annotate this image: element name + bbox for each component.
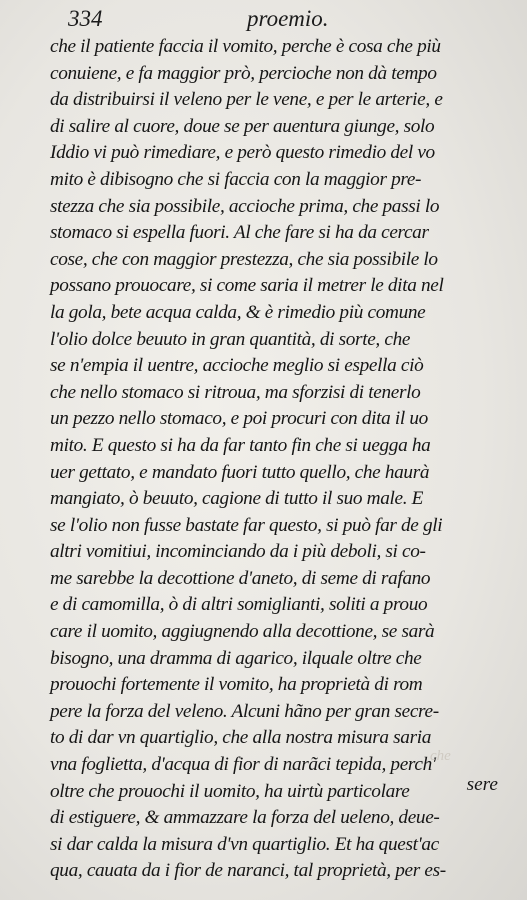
text-line: di salire al cuore, doue se per auentura giunge, solo: [50, 115, 435, 137]
text-line: cose, che con maggior prestezza, che sia possibile lo: [50, 248, 438, 270]
text-line: l'olio dolce beuuto in gran quantità, di sorte, che: [50, 328, 411, 350]
text-line: si dar calda la misura d'vn quartiglio. Et ha quest'ac: [50, 833, 439, 855]
text-line: se n'empia il uentre, accioche meglio si espella ciò: [50, 355, 424, 377]
text-line: to di dar vn quartiglio, che alla nostra misura saria: [50, 727, 432, 749]
running-title: proemio.: [247, 6, 329, 31]
text-line: care il uomito, aggiugnendo alla decottione, se sarà: [50, 621, 435, 643]
text-line: uer gettato, e mandato fuori tutto quello, che haurà: [50, 461, 430, 483]
text-line: Iddio vi può rimediare, e però questo rimedio del vo: [50, 142, 435, 164]
text-line: mito. E questo si ha da far tanto fin che si uegga ha: [50, 434, 431, 456]
catchword: sere: [466, 774, 498, 795]
text-line: pere la forza del veleno. Alcuni hãno per gran secre-: [50, 700, 439, 722]
text-line: la gola, bete acqua calda, & è rimedio più comune: [50, 301, 426, 323]
text-line: e di camomilla, ò di altri somiglianti, soliti a prouo: [50, 594, 428, 616]
text-line: mito è dibisogno che si faccia con la maggior pre-: [50, 168, 422, 190]
catchword-row: [50, 772, 498, 798]
text-line: oltre che prouochi il uomito, ha uirtù particolare: [50, 780, 410, 802]
text-line: di estiguere, & ammazzare la forza del ueleno, deue-: [50, 807, 440, 829]
text-line: che nello stomaco si ritroua, ma sforzisi di tenerlo: [50, 381, 421, 403]
text-line: stomaco si espella fuori. Al che fare si ha da cercar: [50, 222, 429, 244]
page-header: [62, 6, 482, 32]
text-line: se l'olio non fusse bastate far questo, si può far de gli: [50, 514, 443, 536]
text-line: che il patiente faccia il vomito, perche è cosa che più: [50, 36, 441, 57]
text-line: prouochi fortemente il vomito, ha proprietà di rom: [50, 674, 423, 696]
text-line: un pezzo nello stomaco, e poi procuri con dita il uo: [50, 408, 428, 430]
bleed-through-text: che: [430, 748, 451, 764]
text-line: vna foglietta, d'acqua di fior di narãci tepida, perch': [50, 754, 436, 776]
text-line: me sarebbe la decottione d'aneto, di seme di rafano: [50, 567, 431, 589]
text-line: altri vomitiui, incominciando da i più deboli, si co-: [50, 541, 426, 563]
text-line: possano prouocare, si come saria il metrer le dita nel: [50, 275, 444, 297]
text-line: bisogno, una dramma di agarico, ilquale oltre che: [50, 647, 422, 669]
text-line: stezza che sia possibile, accioche prima, che passi lo: [50, 195, 440, 217]
text-line: da distribuirsi il veleno per le vene, e per le arterie, e: [50, 89, 443, 111]
page-number: 334: [68, 6, 103, 31]
text-line: conuiene, e fa maggior prò, percioche non dà tempo: [50, 62, 437, 84]
text-line: qua, cauata da i fior de naranci, tal proprietà, per es-: [50, 860, 446, 882]
text-line: mangiato, ò beuuto, cagione di tutto il suo male. E: [50, 488, 424, 510]
